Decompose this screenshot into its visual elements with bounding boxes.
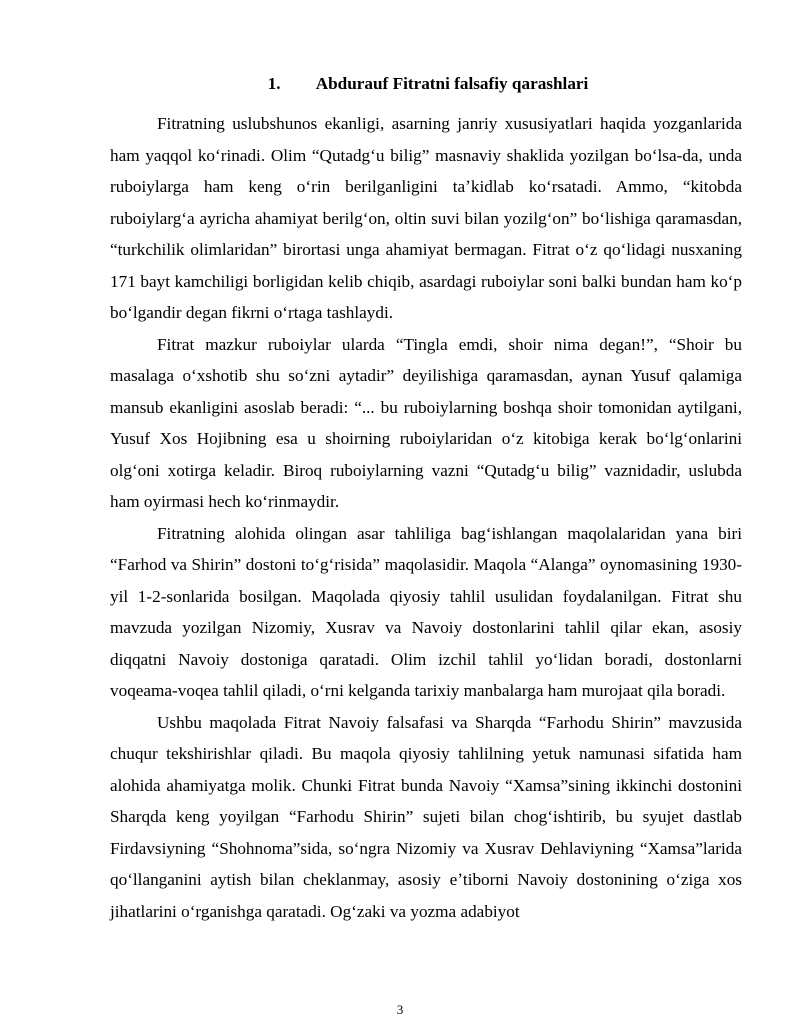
paragraph-2: Fitrat mazkur ruboiylar ularda “Tingla emdi, shoir nima degan!”, “Shoir bu masalaga oʻxshotib shu soʻzni aytadir” deyilishiga qaramasdan, aynan Yusuf qalamiga mansub ekanligini asoslab beradi: “... bu ruboiylarning boshqa shoir tomonidan aytilgani, Yusuf Xos Hojibning esa u shoirning ruboiylaridan oʻz kitobiga kerak boʻlgʻonlarini olgʻoni xotirga keladir. Biroq ruboiylarning vazni “Qutadgʻu bilig” vaznidadir, uslubda ham oyirmasi hech koʻrinmaydir.: [110, 334, 742, 511]
page-number: 3: [396, 1002, 404, 1017]
section-number: 1.: [267, 74, 281, 93]
section-title: Abdurauf Fitratni falsafiy qarashlari: [315, 74, 589, 93]
paragraph-3: Fitratning alohida olingan asar tahliliga bagʻishlangan maqolalaridan yana biri “Farhod va Shirin” dostoni toʻgʻrisida” maqolasidir. Maqola “Alanga” oynomasining 1930-yil 1-2-sonlarida bosilgan. Maqolada qiyosiy tahlil usulidan foydalanilgan. Fitrat shu mavzuda yozilgan Nizomiy, Xusrav va Navoiy dostonlarini tahlil qilar ekan, asosiy diqqatni Navoiy dostoniga qaratadi. Olim izchil tahlil yoʻlidan boradi, dostonlarni voqeama-voqea tahlil qiladi, oʻrni kelganda tarixiy manbalarga ham murojaat qila boradi.: [110, 523, 742, 700]
paragraph-4: Ushbu maqolada Fitrat Navoiy falsafasi va Sharqda “Farhodu Shirin” mavzusida chuqur tekshirishlar qiladi. Bu maqola qiyosiy tahlilning yetuk namunasi sifatida ham alohida ahamiyatga molik. Chunki Fitrat bunda Navoiy “Xamsa”sining ikkinchi dostonini Sharqda keng yoyilgan “Farhodu Shirin” sujeti bilan chogʻishtirib, bu syujet dastlab Firdavsiyning “Shohnoma”sida, soʻngra Nizomiy va Xusrav Dehlaviyning “Xamsa”larida qoʻllanganini aytish bilan cheklanmay, asosiy eʼtiborni Navoiy dostonining oʻziga xos jihatlarini oʻrganishga qaratadi. Ogʻzaki va yozma adabiyot: [110, 712, 742, 921]
paragraph-1: Fitratning uslubshunos ekanligi, asarning janriy xususiyatlari haqida yozganlarida ham yaqqol koʻrinadi. Olim “Qutadgʻu bilig” masnaviy shaklida yozilgan boʻlsa-da, unda ruboiylarga ham keng oʻrin berilganligini taʼkidlab koʻrsatadi. Ammo, “kitobda ruboiylargʻa ayricha ahamiyat berilgʻon, oltin suvi bilan yozilgʻon” boʻlishiga qaramasdan, “turkchilik olimlaridan” birortasi unga ahamiyat bermagan. Fitrat oʻz qoʻlidagi nusxaning 171 bayt kamchiligi borligidan kelib chiqib, asardagi ruboiylar soni balki bundan ham koʻp boʻlgandir degan fikrni oʻrtaga tashlaydi.: [110, 114, 742, 322]
document-page: [110, 74, 742, 927]
section-heading: [110, 74, 742, 94]
